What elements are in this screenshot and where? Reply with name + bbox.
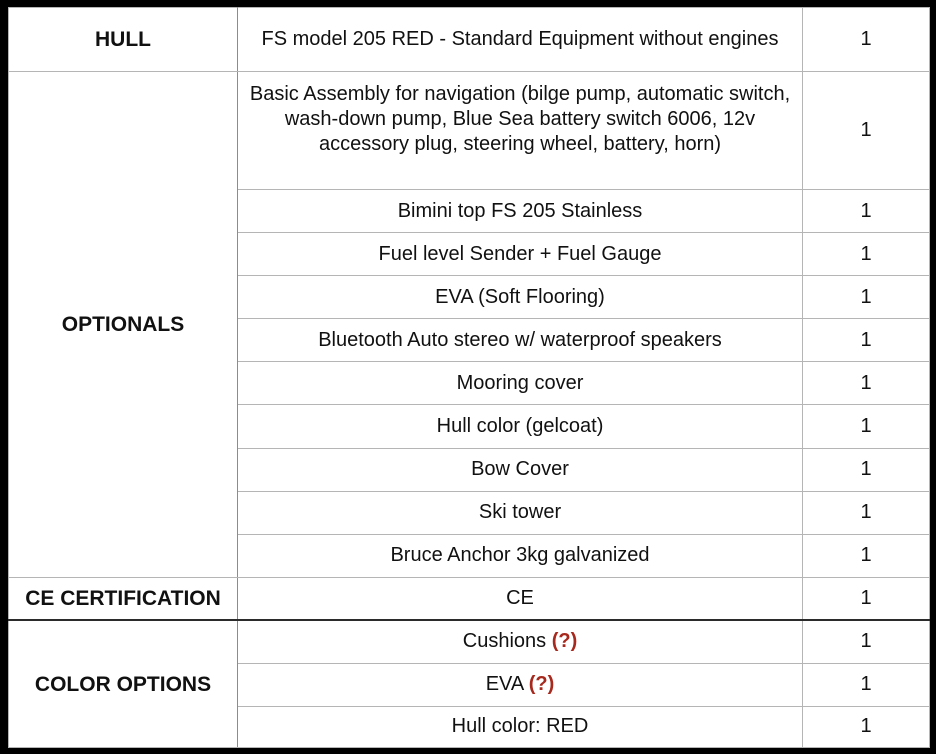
item-quantity: 1 <box>803 706 930 747</box>
equipment-table <box>8 7 930 748</box>
item-description: Ski tower <box>238 491 803 534</box>
item-quantity: 1 <box>803 190 930 233</box>
item-description: Fuel level Sender + Fuel Gauge <box>238 233 803 276</box>
item-description-text: Cushions <box>462 630 547 653</box>
item-quantity: 1 <box>803 362 930 405</box>
item-quantity: 1 <box>803 491 930 534</box>
item-quantity: 1 <box>803 233 930 276</box>
section-label-color-options: COLOR OPTIONS <box>9 620 238 747</box>
table-row <box>9 8 930 72</box>
item-description: Hull color (gelcoat) <box>238 405 803 448</box>
item-quantity: 1 <box>803 319 930 362</box>
item-description: Basic Assembly for navigation (bilge pump, automatic switch, wash-down pump, Blue Sea battery switch 6006, 12v accessory plug, steering wheel, battery, horn) <box>238 72 803 190</box>
item-description: EVA (Soft Flooring) <box>238 276 803 319</box>
item-description: Bluetooth Auto stereo w/ waterproof speakers <box>238 319 803 362</box>
item-description <box>238 620 803 663</box>
item-quantity: 1 <box>803 534 930 577</box>
table-row <box>9 577 930 620</box>
item-description: Hull color: RED <box>238 706 803 747</box>
item-quantity: 1 <box>803 8 930 72</box>
item-description: CE <box>238 577 803 620</box>
question-hint: (?) <box>551 630 578 653</box>
section-label-hull: HULL <box>9 8 238 72</box>
table-row <box>9 72 930 190</box>
item-quantity: 1 <box>803 72 930 190</box>
item-quantity: 1 <box>803 276 930 319</box>
item-quantity: 1 <box>803 405 930 448</box>
item-description: Bruce Anchor 3kg galvanized <box>238 534 803 577</box>
table-row <box>9 620 930 663</box>
item-quantity: 1 <box>803 663 930 706</box>
item-quantity: 1 <box>803 620 930 663</box>
section-label-ce-certification: CE CERTIFICATION <box>9 577 238 620</box>
item-description <box>238 663 803 706</box>
item-description: FS model 205 RED - Standard Equipment without engines <box>238 8 803 72</box>
equipment-sheet <box>8 7 929 748</box>
item-description-text: EVA <box>485 673 524 696</box>
item-description: Mooring cover <box>238 362 803 405</box>
item-description: Bow Cover <box>238 448 803 491</box>
item-quantity: 1 <box>803 577 930 620</box>
section-label-optionals: OPTIONALS <box>9 72 238 578</box>
item-quantity: 1 <box>803 448 930 491</box>
item-description: Bimini top FS 205 Stainless <box>238 190 803 233</box>
question-hint: (?) <box>528 673 555 696</box>
